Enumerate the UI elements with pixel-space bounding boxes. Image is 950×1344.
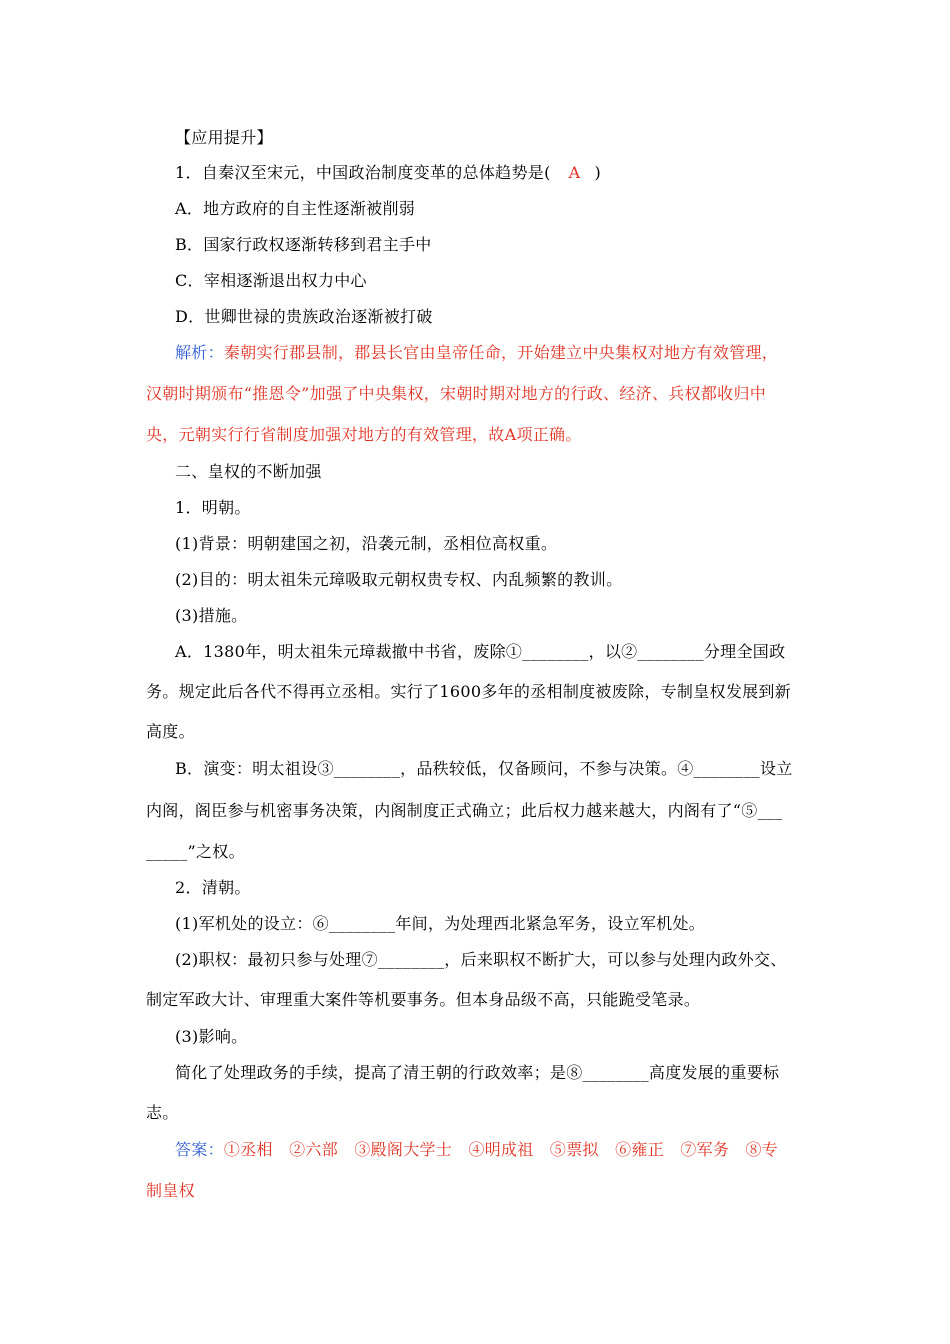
measure-a-line-2: 务。规定此后各代不得再立丞相。实行了1600多年的丞相制度被废除，专制皇权发展到新 [146, 682, 792, 701]
qing-powers-line-1: (2)职权：最初只参与处理⑦________，后来职权不断扩大，可以参与处理内政外交、 [175, 950, 787, 969]
question-stem [175, 163, 845, 183]
answers-label: 答案： [175, 1140, 224, 1159]
analysis-line-3: 央，元朝实行行省制度加强对地方的有效管理，故A项正确。 [146, 425, 582, 444]
qing-establishment: (1)军机处的设立：⑥________年间，为处理西北紧急军务，设立军机处。 [175, 914, 706, 933]
analysis-label: 解析： [175, 343, 224, 362]
qing-powers-line-2: 制定军政大计、审理重大案件等机要事务。但本身品级不高，只能跪受笔录。 [146, 990, 701, 1009]
option-d: D．世卿世禄的贵族政治逐渐被打破 [175, 307, 433, 326]
question-answer-letter: A [568, 163, 581, 182]
qing-impact-line-1: 简化了处理政务的手续，提高了清王朝的行政效率；是⑧________高度发展的重要标 [175, 1063, 780, 1082]
qing-heading: 2．清朝。 [175, 878, 251, 897]
measure-b-line-2: 内阁，阁臣参与机密事务决策，内阁制度正式确立；此后权力越来越大，内阁有了“⑤___ [146, 801, 783, 820]
option-b: B．国家行政权逐渐转移到君主手中 [175, 235, 432, 254]
option-c: C．宰相逐渐退出权力中心 [175, 271, 367, 290]
measure-b-line-3: _____”之权。 [146, 842, 245, 861]
answers-line-1 [175, 1140, 845, 1160]
measure-b-line-1: B．演变：明太祖设③________，品秩较低，仅备顾问，不参与决策。④________设立 [175, 759, 793, 778]
ming-background: (1)背景：明朝建国之初，沿袭元制，丞相位高权重。 [175, 534, 558, 553]
qing-impact-heading: (3)影响。 [175, 1027, 248, 1046]
analysis-text-1: 秦朝实行郡县制，郡县长官由皇帝任命，开始建立中央集权对地方有效管理， [223, 343, 779, 362]
option-a: A．地方政府的自主性逐渐被削弱 [175, 199, 416, 218]
answers-line-2: 制皇权 [146, 1181, 195, 1200]
ming-measures-heading: (3)措施。 [175, 606, 248, 625]
analysis-line-2: 汉朝时期颁布“推恩令”加强了中央集权，宋朝时期对地方的行政、经济、兵权都收归中 [146, 384, 767, 403]
question-stem-prefix: 1．自秦汉至宋元，中国政治制度变革的总体趋势是( [175, 163, 551, 182]
section-title: 二、皇权的不断加强 [175, 462, 322, 481]
ming-purpose: (2)目的：明太祖朱元璋吸取元朝权贵专权、内乱频繁的教训。 [175, 570, 623, 589]
section-header: 【应用提升】 [175, 128, 273, 147]
answers-text-1: ①丞相 ②六部 ③殿阁大学士 ④明成祖 ⑤票拟 ⑥雍正 ⑦军务 ⑧专 [223, 1140, 779, 1159]
measure-a-line-3: 高度。 [146, 722, 195, 741]
analysis-line-1 [175, 343, 845, 363]
ming-heading: 1．明朝。 [175, 498, 251, 517]
question-stem-suffix: ) [594, 163, 602, 182]
measure-a-line-1: A．1380年，明太祖朱元璋裁撤中书省，废除①________，以②________分理全国政 [175, 642, 786, 661]
qing-impact-line-2: 志。 [146, 1103, 179, 1122]
